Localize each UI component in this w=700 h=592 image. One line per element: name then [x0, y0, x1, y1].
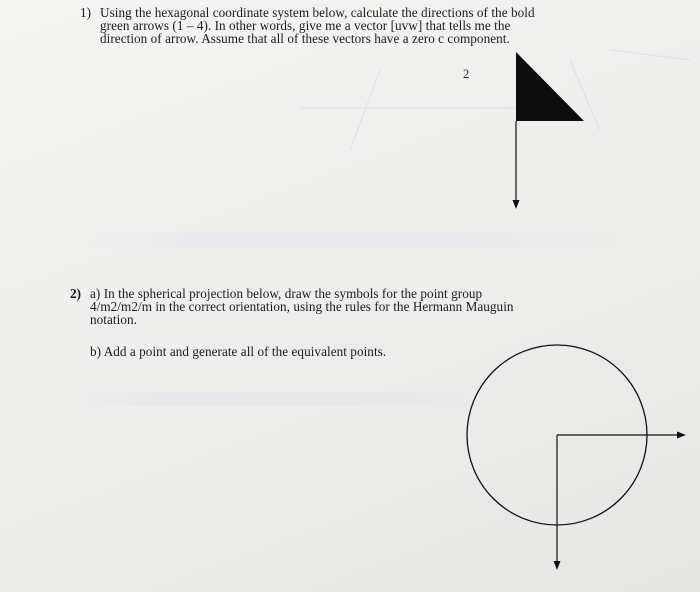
arrow-down-icon: [513, 200, 520, 209]
arrow-2-label: 2: [463, 67, 470, 81]
question-1-number: 1): [80, 5, 91, 20]
question-2b-text: b) Add a point and generate all of the equivalent points.: [90, 344, 387, 359]
question-2a-line-2: 4/m2/m2/m in the correct orientation, using the rules for the Hermann Mauguin: [90, 299, 514, 315]
question-2a-line-1: a) In the spherical projection below, draw the symbols for the point group: [90, 286, 483, 301]
question-1-line-3: direction of arrow. Assume that all of these vectors have a zero c component.: [100, 31, 510, 47]
spherical-projection: [467, 345, 686, 570]
arrow-right-icon: [677, 432, 686, 439]
black-triangle-flag: [516, 52, 584, 121]
bleed-through-frames: [300, 50, 690, 150]
arrow-2-figure: [513, 52, 585, 209]
question-2-number: 2): [70, 286, 81, 301]
question-1-line-1: Using the hexagonal coordinate system below, calculate the directions of the bold: [100, 5, 535, 20]
arrow-down-icon: [554, 561, 561, 570]
question-2a-line-3: notation.: [90, 312, 137, 328]
question-1-line-2: green arrows (1 – 4). In other words, give me a vector [uvw] that tells me the: [100, 18, 511, 34]
